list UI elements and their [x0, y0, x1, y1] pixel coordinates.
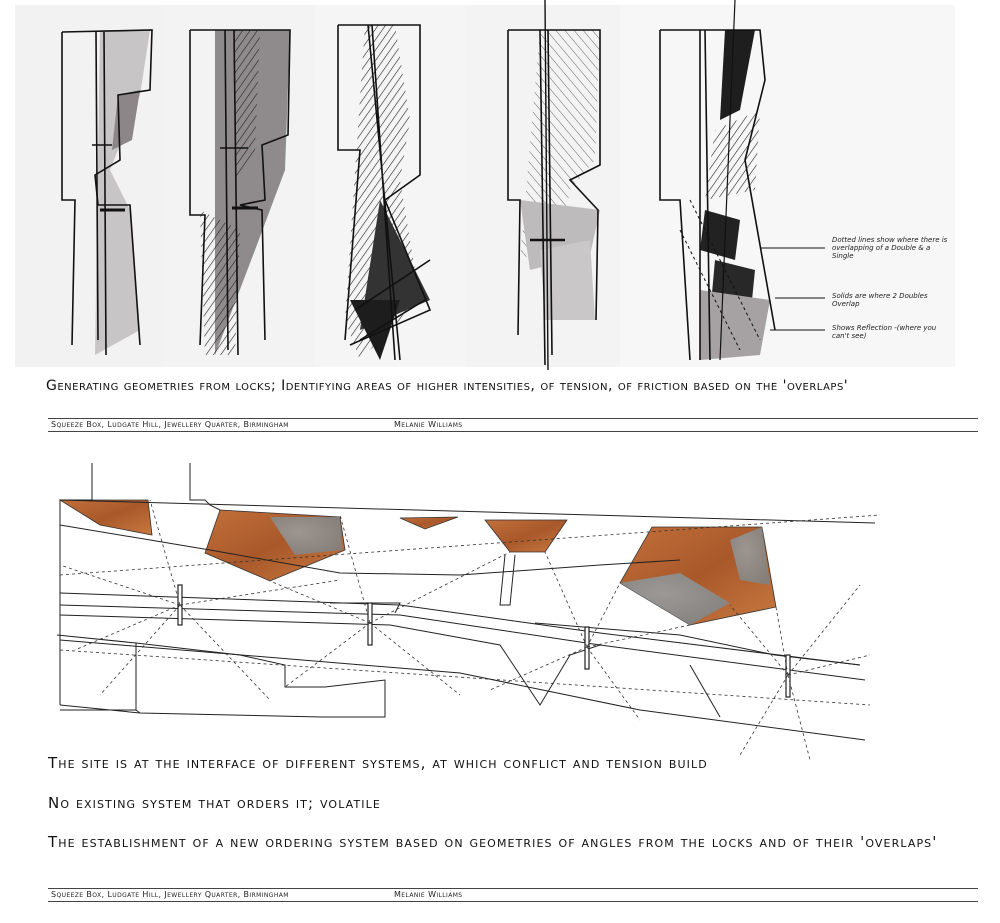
rust-patch-3	[400, 517, 458, 529]
statement-interface: The site is at the interface of different systems, at which conflict and tension build	[48, 754, 708, 772]
project-title: Squeeze Box, Ludgate Hill, Jewellery Quarter, Birmingham	[51, 420, 289, 429]
lock-geometry-sketches	[0, 0, 1000, 372]
site-plan	[40, 455, 900, 765]
annotation-dotted-lines: Dotted lines show where there is overlapping of a Double & a Single	[832, 236, 948, 260]
sketch-caption: Generating geometries from locks; Identifying areas of higher intensities, of tension, of friction based on the 'overlaps'	[46, 378, 849, 394]
statement-new-order: The establishment of a new ordering system based on geometries of angles from the locks and of their 'overlaps'	[48, 833, 938, 851]
project-title: Squeeze Box, Ludgate Hill, Jewellery Quarter, Birmingham	[51, 890, 289, 899]
sketch-panel-5	[620, 5, 955, 367]
annotation-solids: Solids are where 2 Doubles Overlap	[832, 292, 928, 308]
statement-no-order: No existing system that orders it; volatile	[48, 794, 381, 812]
title-block-bottom	[48, 888, 978, 902]
author-name: Melanie Williams	[394, 890, 463, 899]
rust-patch-4	[485, 520, 567, 552]
author-name: Melanie Williams	[394, 420, 463, 429]
rust-patch-1	[60, 500, 152, 535]
annotation-shadow: Shows Reflection -(where you can't see)	[832, 324, 937, 340]
title-block-top	[48, 418, 978, 432]
